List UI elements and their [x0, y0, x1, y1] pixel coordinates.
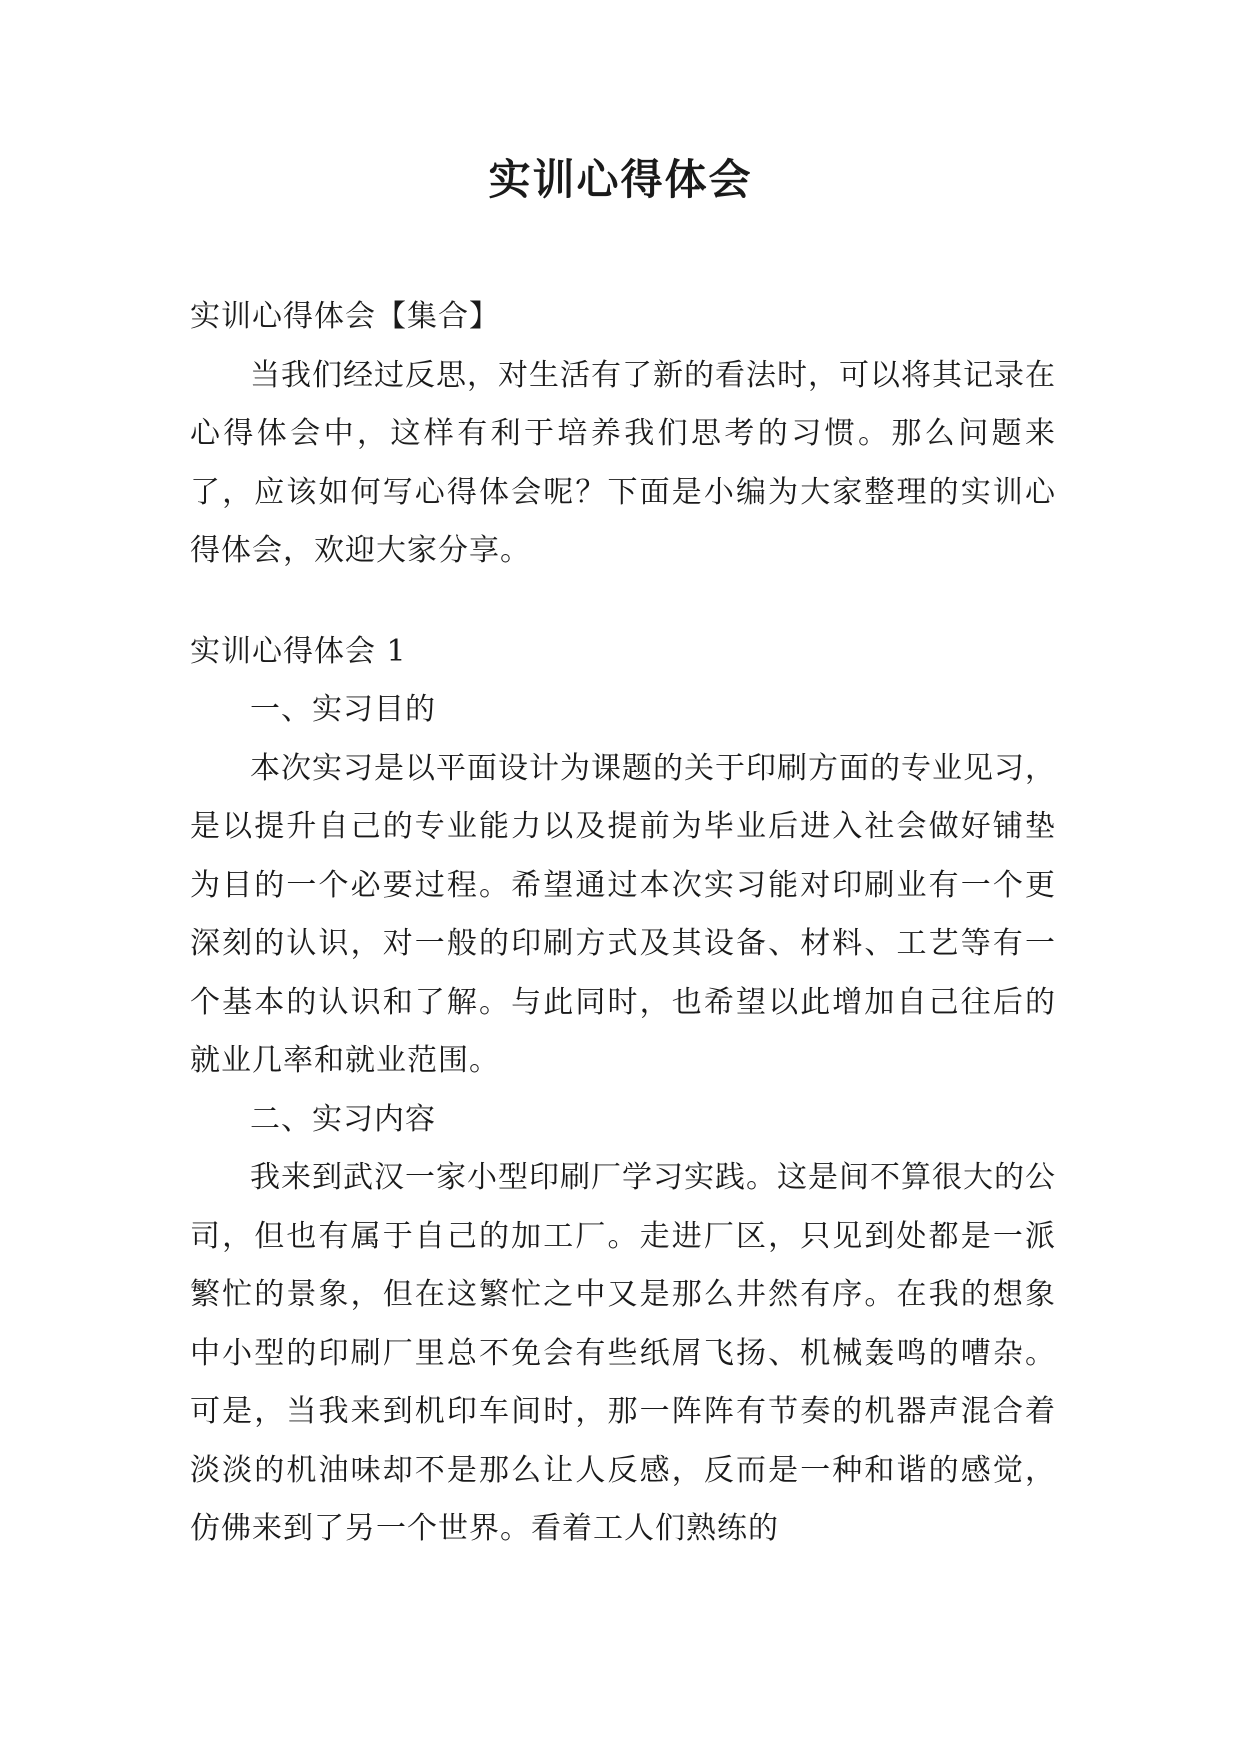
part1-heading: 一、实习目的: [250, 692, 436, 727]
document-title: 实训心得体会: [488, 155, 753, 204]
document-body: [190, 288, 1056, 1559]
section-spacer: [190, 581, 1056, 623]
part2-heading: 二、实习内容: [250, 1101, 436, 1137]
part2-paragraph: 我来到武汉一家小型印刷厂学习实践。这是间不算很大的公司，但也有属于自己的加工厂。走进厂区，只见到处都是一派繁忙的景象，但在这繁忙之中又是那么井然有序。在我的想象中小型的印刷厂里总不免会有些纸屑飞扬、机械轰鸣的嘈杂。可是，当我来到机印车间时，那一阵阵有节奏的机器声混合着淡淡的机油味却不是那么让人反感，反而是一种和谐的感觉，仿佛来到了另一个世界。看着工人们熟练的: [190, 1160, 1056, 1546]
intro-paragraph: 当我们经过反思，对生活有了新的看法时，可以将其记录在心得体会中，这样有利于培养我们思考的习惯。那么问题来了，应该如何写心得体会呢？下面是小编为大家整理的实训心得体会，欢迎大家分享。: [190, 357, 1056, 568]
section-heading: 实训心得体会 1: [190, 633, 407, 669]
part1-paragraph: 本次实习是以平面设计为课题的关于印刷方面的专业见习，是以提升自己的专业能力以及提前为毕业后进入社会做好铺垫为目的一个必要过程。希望通过本次实习能对印刷业有一个更深刻的认识，对一般的印刷方式及其设备、材料、工艺等有一个基本的认识和了解。与此同时，也希望以此增加自己往后的就业几率和就业范围。: [190, 750, 1056, 1078]
document-subtitle: 实训心得体会【集合】: [190, 299, 500, 334]
